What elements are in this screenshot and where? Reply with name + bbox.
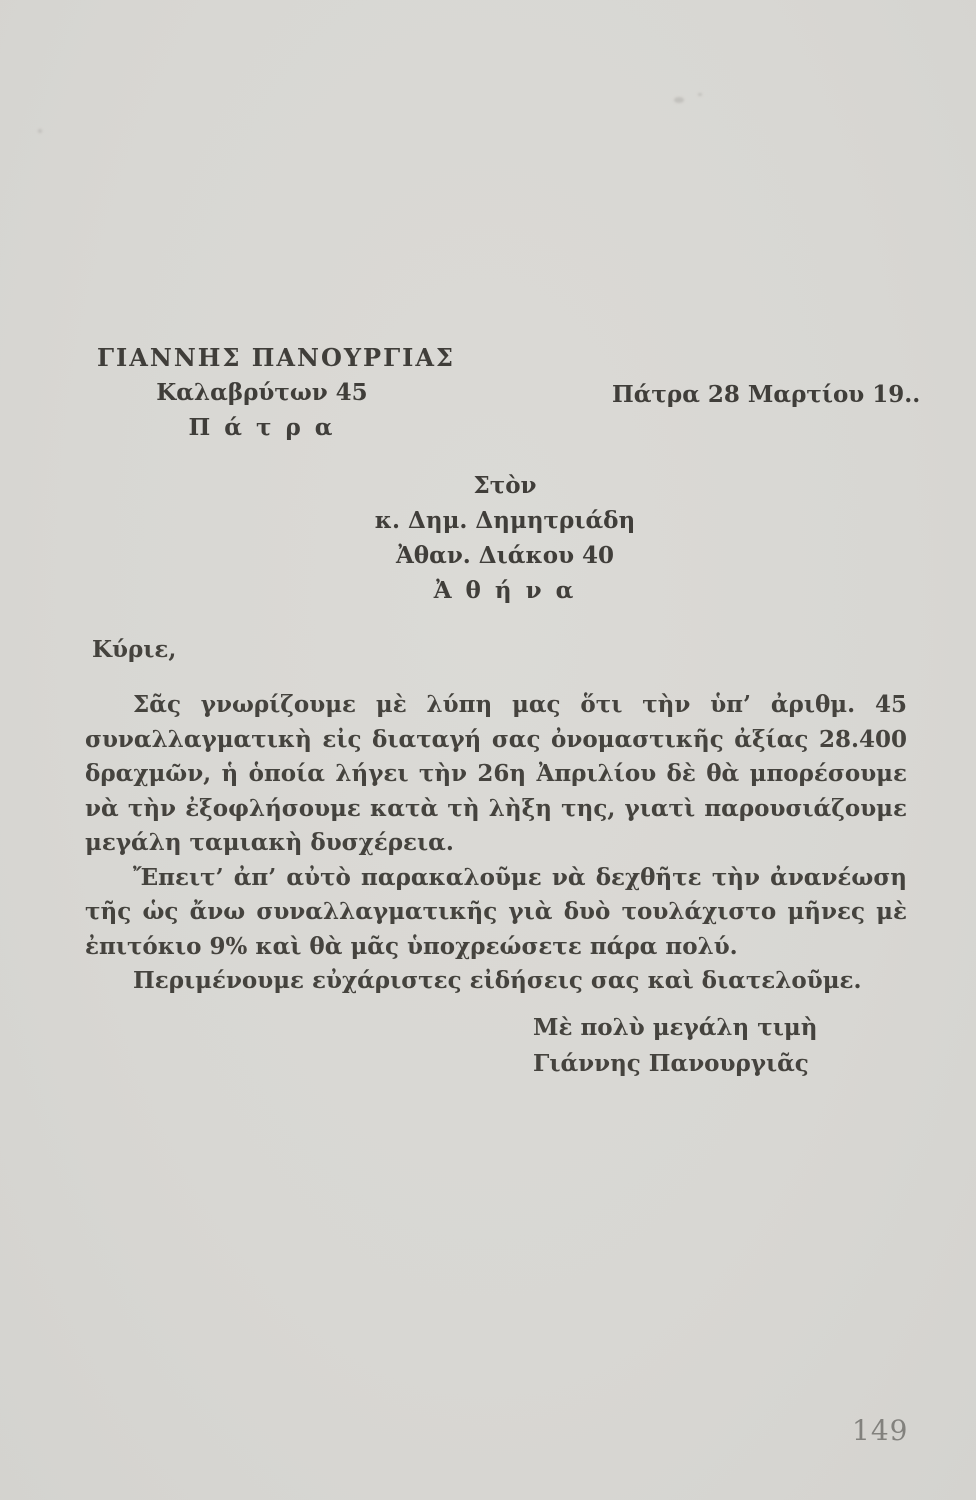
body-paragraph-2: Ἔπειτ’ ἀπ’ αὐτὸ παρακαλοῦμε νὰ δεχθῆτε τὴν ἀνανέωση τῆς ὡς ἄνω συναλλαγματικῆς γιὰ δυὸ τουλάχιστο μῆνες μὲ ἐπιτόκιο 9% καὶ θὰ μᾶς ὑποχρεώσετε πάρα πολύ. <box>85 863 907 960</box>
scan-speck <box>38 129 42 133</box>
scan-speck <box>674 97 684 103</box>
recipient-street: Ἀθαν. Διάκου 40 <box>395 542 615 569</box>
body-paragraph-3: Περιμένουμε εὐχάριστες εἰδήσεις σας καὶ διατελοῦμε. <box>133 967 862 994</box>
sender-city: Π ά τ ρ α <box>188 414 336 441</box>
letter-body <box>85 688 907 999</box>
closing-formula: Μὲ πολὺ μεγάλη τιμὴ <box>533 1014 818 1041</box>
sender-street: Καλαβρύτων 45 <box>156 379 368 406</box>
scan-speck <box>698 93 702 96</box>
sender-name: ΓΙΑΝΝΗΣ ΠΑΝΟΥΡΓΙΑΣ <box>97 343 455 372</box>
dateline: Πάτρα 28 Μαρτίου 19.. <box>612 381 921 408</box>
body-paragraph-1: Σᾶς γνωρίζουμε μὲ λύπη μας ὅτι τὴν ὑπ’ ἀριθμ. 45 συναλλαγματικὴ εἰς διαταγή σας ὀνομαστικῆς ἀξίας 28.400 δραχμῶν, ἡ ὁποία λήγει τὴν 26η Ἀπριλίου δὲ θὰ μπορέσουμε νὰ τὴν ἐξοφλήσουμε κατὰ τὴ λὴξη της, γιατὶ παρουσιάζουμε μεγάλη ταμιακὴ δυσχέρεια. <box>85 691 907 856</box>
signature-name: Γιάννης Πανουργιᾶς <box>533 1050 809 1077</box>
recipient-name: κ. Δημ. Δημητριάδη <box>374 507 636 534</box>
closing-block <box>533 1010 817 1082</box>
recipient-block <box>330 468 680 608</box>
page-number: 149 <box>852 1414 909 1447</box>
salutation: Κύριε, <box>92 636 177 663</box>
recipient-city: Ἀ θ ή ν α <box>433 577 577 604</box>
sender-block <box>97 340 455 445</box>
recipient-line1: Στὸν <box>473 472 537 499</box>
